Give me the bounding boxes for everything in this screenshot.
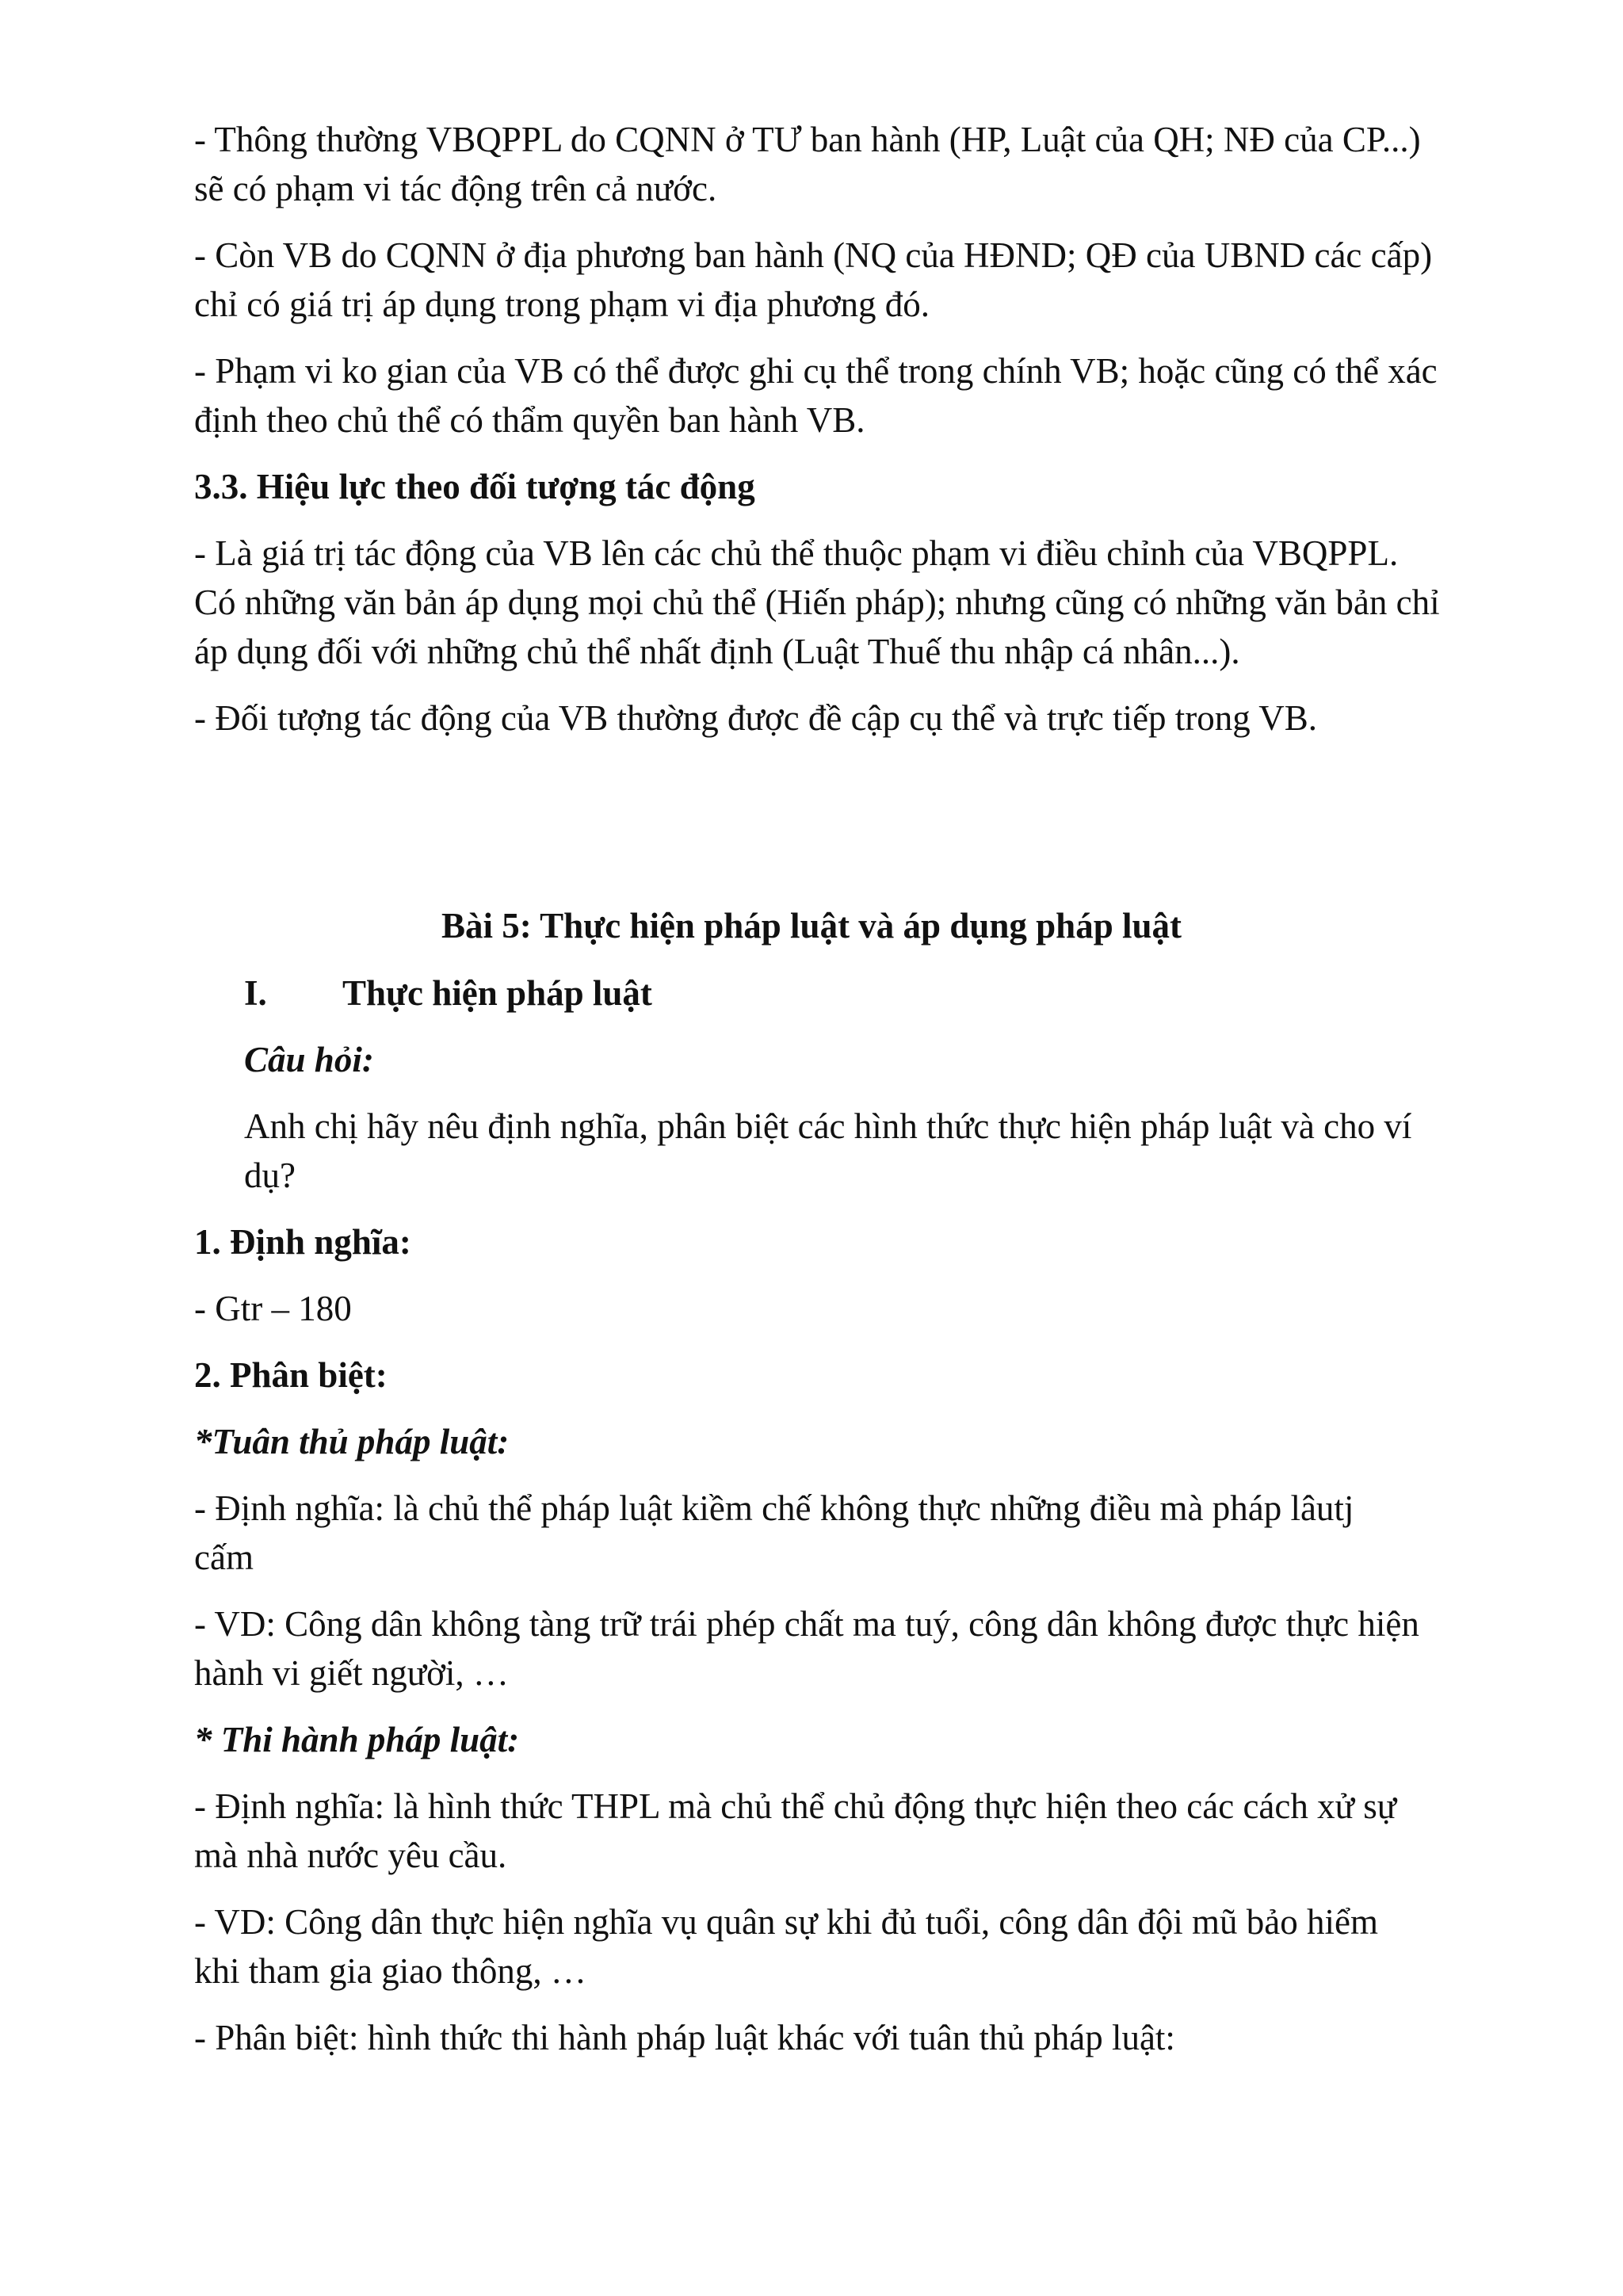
paragraph-line: cấm [194, 1538, 254, 1577]
paragraph-line: hành vi giết người, … [194, 1653, 509, 1693]
subheading-tuan-thu: *Tuân thủ pháp luật: [194, 1422, 510, 1461]
paragraph-line: sẽ có phạm vi tác động trên cả nước. [194, 169, 717, 208]
subheading-distinguish: 2. Phân biệt: [194, 1355, 388, 1395]
subheading-thi-hanh: * Thi hành pháp luật: [194, 1720, 520, 1759]
paragraph-line: - Gtr – 180 [194, 1289, 352, 1328]
question-line: dụ? [244, 1156, 296, 1195]
paragraph-line: - VD: Công dân thực hiện nghĩa vụ quân sự khi đủ tuổi, công dân đội mũ bảo hiểm [194, 1902, 1379, 1942]
paragraph-line: - Đối tượng tác động của VB thường được đề cập cụ thể và trực tiếp trong VB. [194, 698, 1317, 738]
paragraph-line: định theo chủ thể có thẩm quyền ban hành VB. [194, 400, 865, 440]
question-line: Anh chị hãy nêu định nghĩa, phân biệt các hình thức thực hiện pháp luật và cho ví [244, 1106, 1412, 1146]
paragraph-line: - Định nghĩa: là hình thức THPL mà chủ thể chủ động thực hiện theo các cách xử sự [194, 1786, 1397, 1826]
paragraph-line: - Phạm vi ko gian của VB có thể được ghi cụ thể trong chính VB; hoặc cũng có thể xác [194, 351, 1438, 391]
paragraph-line: - Còn VB do CQNN ở địa phương ban hành (NQ của HĐND; QĐ của UBND các cấp) [194, 235, 1433, 275]
section-heading: 3.3. Hiệu lực theo đối tượng tác động [194, 467, 755, 506]
paragraph-line: Có những văn bản áp dụng mọi chủ thể (Hiến pháp); nhưng cũng có những văn bản chỉ [194, 583, 1440, 622]
paragraph-line: - Phân biệt: hình thức thi hành pháp luật khác với tuân thủ pháp luật: [194, 2018, 1175, 2057]
subheading-definition: 1. Định nghĩa: [194, 1222, 411, 1262]
paragraph-line: khi tham gia giao thông, … [194, 1951, 586, 1991]
paragraph-line: - Thông thường VBQPPL do CQNN ở TƯ ban hành (HP, Luật của QH; NĐ của CP...) [194, 120, 1421, 159]
paragraph-line: chỉ có giá trị áp dụng trong phạm vi địa phương đó. [194, 285, 930, 324]
paragraph-line: - Định nghĩa: là chủ thể pháp luật kiềm chế không thực những điều mà pháp lâutj [194, 1488, 1354, 1528]
lesson-title: Bài 5: Thực hiện pháp luật và áp dụng pháp luật [441, 906, 1182, 946]
paragraph-line: mà nhà nước yêu cầu. [194, 1836, 507, 1875]
paragraph-line: - VD: Công dân không tàng trữ trái phép chất ma tuý, công dân không được thực hiện [194, 1604, 1419, 1644]
paragraph-line: áp dụng đối với những chủ thể nhất định (Luật Thuế thu nhập cá nhân...). [194, 632, 1240, 671]
section-number: I. [244, 973, 267, 1013]
question-label: Câu hỏi: [244, 1040, 374, 1079]
section-title: Thực hiện pháp luật [342, 973, 652, 1013]
paragraph-line: - Là giá trị tác động của VB lên các chủ thể thuộc phạm vi điều chỉnh của VBQPPL. [194, 533, 1399, 573]
